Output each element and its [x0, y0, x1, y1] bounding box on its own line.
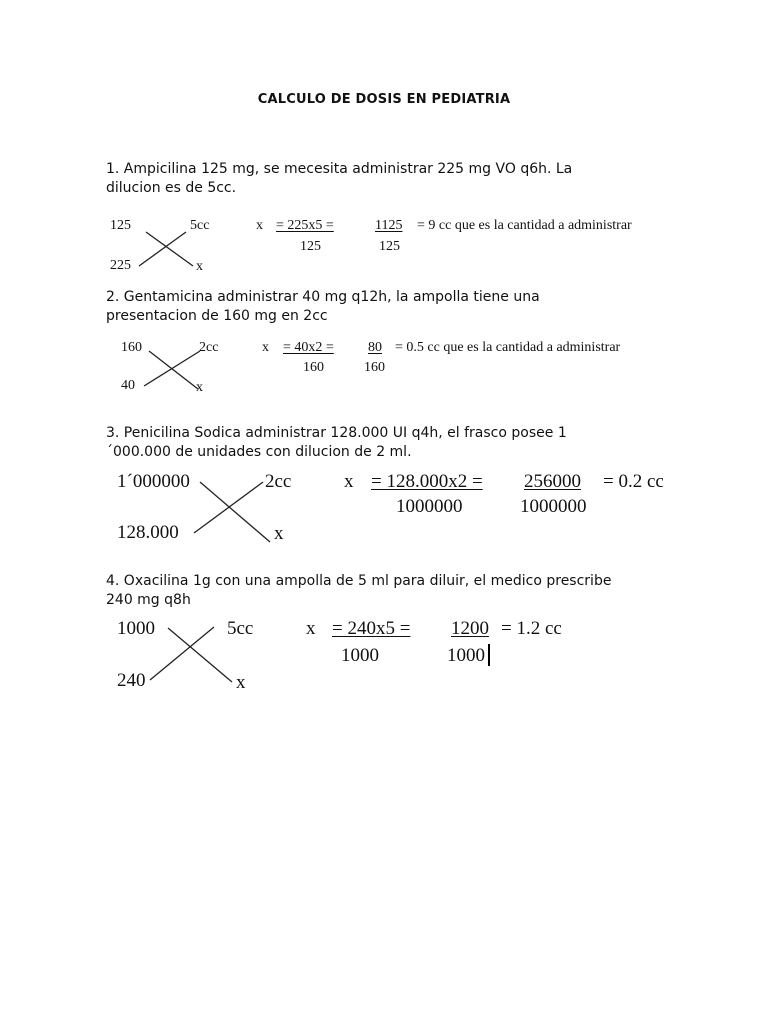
problem-statement-line: 2. Gentamicina administrar 40 mg q12h, la ampolla tiene una [106, 289, 540, 305]
problem-statement-line: 240 mg q8h [106, 592, 191, 608]
result-numerator: 1125 [375, 218, 403, 233]
result-denominator: 1000 [447, 645, 485, 666]
answer-text: = 1.2 cc [501, 618, 562, 639]
problem-statement-line: dilucion es de 5cc. [106, 180, 237, 196]
answer-text: = 9 cc que es la cantidad a administrar [417, 218, 632, 233]
formula-denominator: 125 [300, 239, 321, 254]
formula-denominator: 1000 [341, 645, 379, 666]
document-title: CALCULO DE DOSIS EN PEDIATRIA [257, 92, 511, 107]
problem-statement-line: ´000.000 de unidades con dilucion de 2 ml. [106, 444, 412, 460]
cross-top-right: 5cc [190, 218, 210, 233]
unknown-x: x [344, 471, 354, 492]
cross-bottom-left: 240 [117, 670, 146, 691]
problem-statement-line: presentacion de 160 mg en 2cc [106, 308, 328, 324]
result-numerator: 256000 [524, 471, 581, 492]
result-denominator: 1000000 [520, 496, 587, 517]
answer-text: = 0.5 cc que es la cantidad a administrar [395, 340, 621, 355]
problem-statement-line: 3. Penicilina Sodica administrar 128.000 UI q4h, el frasco posee 1 [106, 425, 567, 441]
text-cursor [488, 644, 490, 666]
cross-bottom-right: x [196, 259, 203, 274]
result-denominator: 160 [364, 360, 385, 375]
formula-denominator: 160 [303, 360, 324, 375]
formula-numerator: = 128.000x2 = [371, 471, 483, 492]
result-numerator: 1200 [451, 618, 489, 639]
cross-top-left: 1´000000 [117, 471, 190, 492]
formula-denominator: 1000000 [396, 496, 463, 517]
answer-text: = 0.2 cc [603, 471, 664, 492]
cross-top-left: 1000 [117, 618, 155, 639]
cross-top-left: 160 [121, 340, 142, 355]
unknown-x: x [262, 340, 269, 355]
cross-bottom-right: x [236, 672, 246, 693]
unknown-x: x [306, 618, 316, 639]
cross-top-left: 125 [110, 218, 131, 233]
result-denominator: 125 [379, 239, 400, 254]
result-numerator: 80 [368, 340, 382, 355]
cross-bottom-left: 128.000 [117, 522, 179, 543]
formula-numerator: = 240x5 = [332, 618, 411, 639]
unknown-x: x [256, 218, 263, 233]
cross-bottom-left: 40 [121, 378, 135, 393]
problem-statement-line: 1. Ampicilina 125 mg, se mecesita administrar 225 mg VO q6h. La [106, 161, 573, 177]
cross-bottom-left: 225 [110, 258, 131, 273]
cross-top-right: 2cc [265, 471, 292, 492]
cross-top-right: 5cc [227, 618, 254, 639]
problem-statement-line: 4. Oxacilina 1g con una ampolla de 5 ml para diluir, el medico prescribe [106, 573, 612, 589]
formula-numerator: = 225x5 = [276, 218, 334, 233]
cross-top-right: 2cc [199, 340, 219, 355]
cross-bottom-right: x [196, 380, 203, 395]
cross-bottom-right: x [274, 523, 284, 544]
formula-numerator: = 40x2 = [283, 340, 334, 355]
